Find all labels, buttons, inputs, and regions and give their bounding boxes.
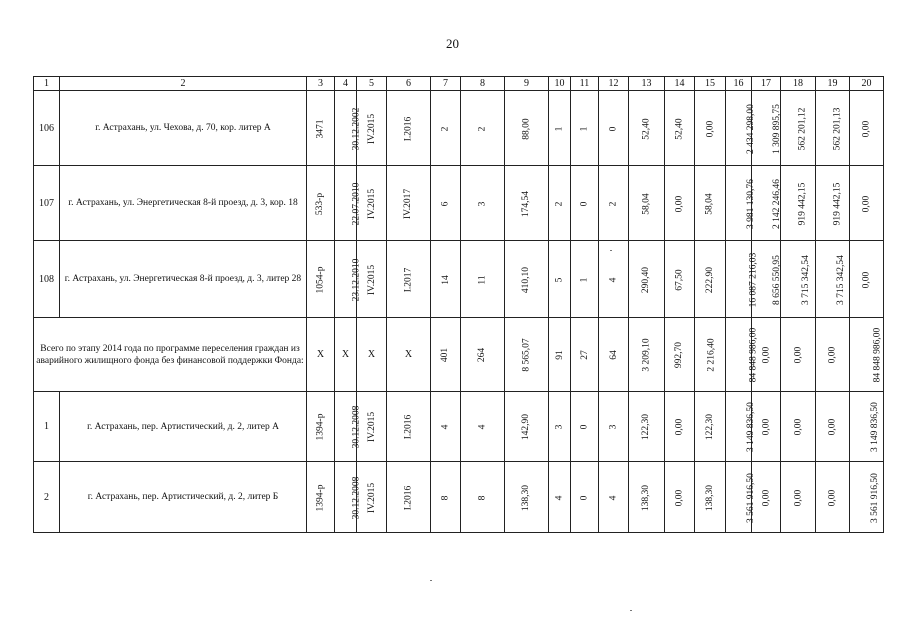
address-cell: г. Астрахань, ул. Энергетическая 8-й проезд, д. 3, литер 28 — [60, 241, 307, 318]
cell-value: 290,40 — [641, 266, 652, 293]
cell-value: 1 — [579, 126, 590, 131]
cell-value: 0 — [608, 126, 619, 131]
cell-value: 27 — [579, 350, 590, 360]
cell-value: IV.2015 — [367, 264, 378, 295]
table-cell — [599, 462, 629, 533]
total-row — [34, 318, 884, 392]
table-cell — [335, 462, 362, 533]
column-header: 10 — [549, 77, 571, 91]
column-header: 18 — [781, 77, 816, 91]
cell-value: 2 216,40 — [706, 338, 717, 372]
table-cell — [335, 91, 362, 166]
cell-value: I.2016 — [403, 414, 414, 440]
cell-value: 2 — [44, 491, 49, 503]
address-cell: г. Астрахань, пер. Артистический, д. 2, литер А — [60, 392, 307, 462]
table-cell — [505, 318, 549, 392]
cell-value: 4 — [554, 495, 565, 500]
cell-value: IV.2015 — [367, 113, 378, 144]
table-cell — [34, 392, 60, 462]
header-row — [34, 77, 884, 91]
cell-value: 8 565,07 — [521, 338, 532, 372]
cell-value: 3 561 916,50 — [869, 472, 880, 523]
cell-value: 52,40 — [674, 117, 685, 140]
table-cell — [461, 318, 505, 392]
table-cell — [816, 241, 850, 318]
cell-value: 0,00 — [827, 489, 838, 506]
cell-value: X — [316, 349, 325, 360]
cell-value: 107 — [39, 197, 54, 209]
table-cell — [816, 318, 850, 392]
cell-value: 410,10 — [521, 266, 532, 293]
table-cell — [665, 91, 695, 166]
table-cell — [599, 392, 629, 462]
column-header: 16 — [726, 77, 752, 91]
cell-value: I.2017 — [403, 267, 414, 292]
cell-value: 1054-р — [315, 266, 326, 293]
table-cell — [726, 462, 756, 533]
table-cell — [307, 91, 335, 166]
table-cell — [695, 462, 726, 533]
cell-value: I.2016 — [403, 485, 414, 510]
table-cell — [781, 166, 816, 241]
cell-value: I.2016 — [403, 116, 414, 141]
cell-value: 1394-р — [315, 484, 326, 511]
table-cell — [307, 392, 335, 462]
table-cell — [695, 318, 726, 392]
cell-value: 3 209,10 — [641, 338, 652, 372]
cell-value: 0 — [579, 495, 590, 500]
table-cell — [665, 318, 695, 392]
table-cell — [571, 241, 599, 318]
table-cell — [665, 241, 695, 318]
table-cell — [629, 166, 665, 241]
table-cell — [34, 91, 60, 166]
cell-value: 11 — [477, 274, 488, 285]
table-cell — [781, 318, 816, 392]
table-cell — [34, 462, 60, 533]
cell-value: 122,30 — [641, 413, 652, 441]
cell-value: 30.12.2008 — [351, 476, 362, 519]
cell-value: 64 — [608, 350, 619, 360]
table-cell — [549, 91, 571, 166]
column-header: 5 — [357, 77, 387, 91]
table-cell — [387, 392, 431, 462]
cell-value: 919 442,15 — [832, 182, 843, 225]
table-cell — [781, 462, 816, 533]
cell-value: 401 — [440, 347, 451, 363]
cell-value: 992,70 — [674, 341, 685, 369]
cell-value: 138,30 — [521, 484, 532, 511]
table-cell — [850, 318, 884, 392]
cell-value: 3 149 836,50 — [869, 402, 880, 452]
cell-value: 30.12.2008 — [351, 405, 362, 449]
cell-value: 1 309 895,75 — [771, 103, 782, 154]
table-cell — [781, 392, 816, 462]
table-cell — [695, 166, 726, 241]
table-row — [34, 166, 884, 241]
table-cell — [781, 91, 816, 166]
table-cell — [335, 392, 362, 462]
table-cell — [307, 462, 335, 533]
column-header: 13 — [629, 77, 665, 91]
column-header: 3 — [307, 77, 335, 91]
table-cell — [34, 166, 60, 241]
table-cell — [505, 166, 549, 241]
table-cell — [599, 318, 629, 392]
table-cell — [549, 241, 571, 318]
cell-value: 4 — [608, 277, 619, 282]
cell-value: 2 434 298,00 — [745, 103, 756, 154]
table-cell — [549, 462, 571, 533]
table-cell — [431, 392, 461, 462]
table-cell — [431, 241, 461, 318]
table-cell — [665, 392, 695, 462]
cell-value: 3 — [554, 424, 565, 430]
table-cell — [461, 241, 505, 318]
table-cell — [665, 462, 695, 533]
table-cell — [387, 166, 431, 241]
table-cell — [461, 166, 505, 241]
cell-value: IV.2017 — [403, 188, 414, 219]
cell-value: 108 — [39, 273, 54, 285]
table-cell — [431, 318, 461, 392]
column-header: 4 — [335, 77, 357, 91]
table-cell — [850, 392, 884, 462]
table-cell — [387, 241, 431, 318]
cell-value: 4 — [608, 495, 619, 500]
table-cell — [549, 166, 571, 241]
table-row — [34, 462, 884, 533]
cell-value: 84 848 986,00 — [748, 327, 759, 383]
cell-value: 0,00 — [761, 418, 771, 436]
table-cell — [387, 91, 431, 166]
table-cell — [505, 462, 549, 533]
cell-value: 138,30 — [641, 484, 652, 511]
cell-value: 533-р — [315, 192, 326, 215]
cell-value: 3 715 342,54 — [835, 254, 846, 305]
cell-value: 142,90 — [521, 413, 532, 441]
cell-value: 4 — [440, 424, 451, 430]
page-number: 20 — [446, 36, 459, 51]
cell-value: 0,00 — [761, 489, 771, 506]
cell-value: 3 — [477, 201, 488, 206]
cell-value: 88,00 — [521, 117, 532, 140]
table-cell — [816, 166, 850, 241]
table-cell — [695, 392, 726, 462]
scan-speck — [430, 580, 432, 581]
cell-value: 0,00 — [761, 346, 771, 364]
cell-value: 0,00 — [793, 346, 803, 364]
cell-value: 0 — [579, 424, 590, 430]
table-cell — [571, 166, 599, 241]
table-cell — [599, 166, 629, 241]
table-cell — [505, 91, 549, 166]
cell-value: 122,30 — [705, 413, 715, 441]
scan-speck — [630, 610, 632, 611]
column-header: 1 — [34, 77, 60, 91]
cell-value: 67,50 — [674, 268, 685, 291]
cell-value: 2 — [440, 126, 451, 131]
cell-value: 58,04 — [641, 192, 652, 215]
cell-value: 3 981 130,76 — [745, 178, 756, 229]
cell-value: X — [404, 349, 413, 360]
table-cell — [850, 241, 884, 318]
address-cell: г. Астрахань, пер. Артистический, д. 2, литер Б — [60, 462, 307, 533]
cell-value: 0,00 — [674, 489, 685, 506]
address-cell: г. Астрахань, ул. Энергетическая 8-й проезд, д. 3, кор. 18 — [60, 166, 307, 241]
table-cell — [850, 91, 884, 166]
cell-value: 8 656 550,95 — [771, 254, 782, 305]
cell-value: 1 — [554, 126, 565, 131]
cell-value: 3 149 836,50 — [745, 402, 756, 452]
total-label: Всего по этапу 2014 года по программе переселения граждан из аварийного жилищного фонда без финансовой поддержки Фонда: — [34, 318, 307, 392]
table-cell — [505, 241, 549, 318]
table-cell — [850, 166, 884, 241]
cell-value: 138,30 — [705, 484, 715, 511]
cell-value: 174,54 — [521, 190, 532, 217]
cell-value: 106 — [39, 122, 54, 134]
cell-value: 91 — [554, 350, 565, 360]
column-header: 15 — [695, 77, 726, 91]
cell-value: 562 201,13 — [832, 107, 843, 150]
table-cell — [431, 462, 461, 533]
cell-value: 0,00 — [705, 120, 715, 137]
table-cell — [850, 462, 884, 533]
table-cell — [307, 166, 335, 241]
cell-value: IV.2015 — [367, 188, 378, 219]
cell-value: 3 561 916,50 — [745, 472, 756, 523]
column-header: 8 — [461, 77, 505, 91]
table-cell — [665, 166, 695, 241]
cell-value: 0,00 — [861, 271, 872, 288]
cell-value: 5 — [554, 277, 565, 282]
table-cell — [357, 318, 387, 392]
table-cell — [816, 462, 850, 533]
cell-value: 0,00 — [674, 195, 685, 212]
cell-value: 919 442,15 — [797, 182, 808, 225]
cell-value: 3 — [608, 424, 619, 430]
resettlement-table — [33, 76, 884, 533]
table-cell — [695, 91, 726, 166]
table-cell — [505, 392, 549, 462]
table-cell — [629, 392, 665, 462]
table-cell — [571, 91, 599, 166]
column-header: 14 — [665, 77, 695, 91]
table-cell — [335, 318, 357, 392]
cell-value: 0,00 — [793, 418, 803, 436]
cell-value: 0,00 — [827, 346, 838, 364]
table-cell — [726, 91, 756, 166]
address-cell: г. Астрахань, ул. Чехова, д. 70, кор. литер А — [60, 91, 307, 166]
cell-value: 23.12.2010 — [351, 258, 362, 301]
column-header: 6 — [387, 77, 431, 91]
cell-value: 0 — [579, 201, 590, 206]
cell-value: 0,00 — [861, 195, 872, 212]
cell-value: 0,00 — [674, 418, 685, 436]
cell-value: 3471 — [315, 119, 326, 138]
table-cell — [431, 91, 461, 166]
table-cell — [816, 91, 850, 166]
table-row — [34, 392, 884, 462]
table-cell — [387, 462, 431, 533]
cell-value: 1394-р — [315, 413, 326, 441]
column-header: 7 — [431, 77, 461, 91]
table-cell — [549, 318, 571, 392]
cell-value: X — [367, 349, 376, 360]
table-cell — [335, 166, 362, 241]
cell-value: 264 — [477, 347, 488, 363]
table-cell — [816, 392, 850, 462]
column-header: 11 — [571, 77, 599, 91]
cell-value: 0,00 — [861, 120, 872, 137]
cell-value: 52,40 — [641, 117, 652, 140]
cell-value: 6 — [440, 201, 451, 206]
table-cell — [335, 241, 362, 318]
cell-value: 3 715 342,54 — [800, 254, 811, 305]
cell-value: 84 848 986,00 — [872, 327, 883, 383]
cell-value: 4 — [477, 424, 488, 430]
table-cell — [629, 241, 665, 318]
column-header: 20 — [850, 77, 884, 91]
cell-value: 1 — [579, 277, 590, 282]
column-header: 2 — [60, 77, 307, 91]
table-cell — [726, 241, 759, 318]
cell-value: X — [341, 349, 350, 360]
table-cell — [781, 241, 816, 318]
column-header: 12 — [599, 77, 629, 91]
table-cell — [461, 91, 505, 166]
cell-value: 562 201,12 — [797, 107, 808, 150]
column-header: 9 — [505, 77, 549, 91]
table-cell — [307, 318, 335, 392]
table-cell — [571, 318, 599, 392]
table-row — [34, 241, 884, 318]
cell-value: 8 — [477, 495, 488, 500]
table-cell — [599, 91, 629, 166]
cell-value: 2 — [554, 201, 565, 206]
table-cell — [726, 392, 756, 462]
table-cell — [629, 318, 665, 392]
cell-value: 30.12.2002 — [351, 107, 362, 150]
cell-value: 0,00 — [827, 418, 838, 436]
cell-value: 8 — [440, 495, 451, 500]
table-cell — [629, 91, 665, 166]
cell-value: 16 087 216,03 — [748, 252, 759, 307]
table-cell — [599, 241, 629, 318]
table-cell — [726, 318, 759, 392]
table-cell — [431, 166, 461, 241]
table-cell — [387, 318, 431, 392]
cell-value: IV.2015 — [367, 482, 378, 513]
cell-value: IV.2015 — [367, 411, 378, 443]
cell-value: 222,90 — [705, 266, 715, 293]
table-cell — [34, 241, 60, 318]
table-cell — [307, 241, 335, 318]
column-header: 19 — [816, 77, 850, 91]
table-cell — [461, 392, 505, 462]
cell-value: 1 — [44, 421, 49, 432]
table-cell — [571, 462, 599, 533]
cell-value: 2 — [608, 201, 619, 206]
table-cell — [571, 392, 599, 462]
cell-value: 2 — [477, 126, 488, 131]
table-cell — [726, 166, 756, 241]
table-cell — [695, 241, 726, 318]
table-cell — [461, 462, 505, 533]
cell-value: 22.07.2010 — [351, 182, 362, 225]
column-header: 17 — [752, 77, 781, 91]
cell-value: 58,04 — [705, 192, 715, 215]
cell-value: 2 142 246,46 — [771, 178, 782, 229]
cell-value: 0,00 — [793, 489, 803, 506]
table-cell — [629, 462, 665, 533]
cell-value: 14 — [440, 274, 451, 285]
table-row — [34, 91, 884, 166]
scan-speck — [610, 250, 612, 251]
table-cell — [549, 392, 571, 462]
